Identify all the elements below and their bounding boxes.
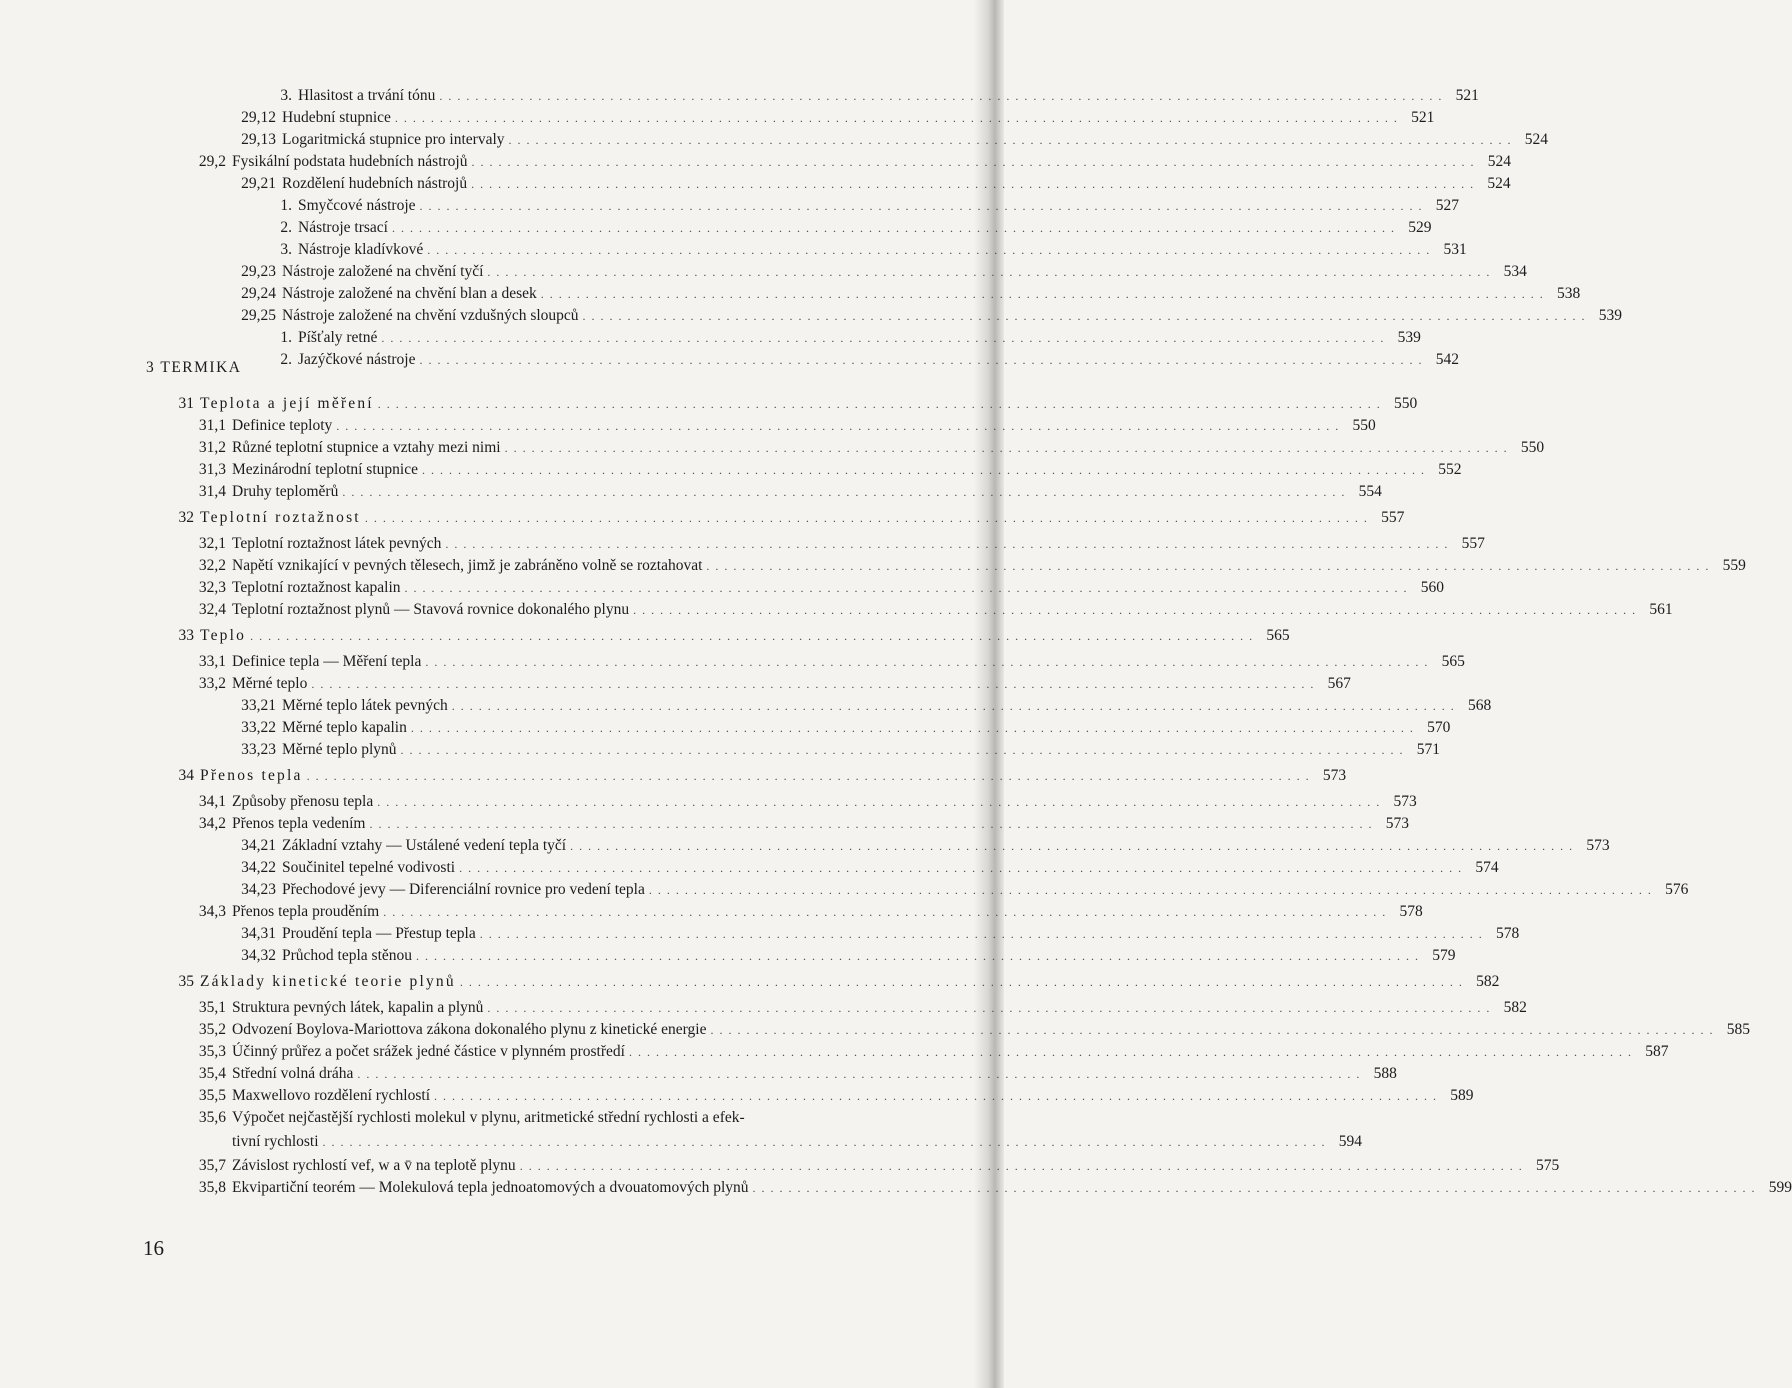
- toc-page-number: 574: [1475, 859, 1499, 876]
- toc-entry[interactable]: [226, 282, 1581, 306]
- toc-entry-number: 1.: [280, 197, 292, 214]
- toc-entry-continuation: [232, 1130, 1363, 1154]
- toc-entry-number: 35,6: [198, 1109, 226, 1126]
- toc-page-number: 554: [1358, 483, 1382, 500]
- toc-entry-title: Střední volná dráha: [232, 1065, 354, 1082]
- toc-chapter-entry[interactable]: [160, 506, 1405, 530]
- toc-entry[interactable]: [180, 1176, 1792, 1200]
- toc-entry-title: Základní vztahy — Ustálené vedení tepla tyčí: [282, 837, 567, 854]
- toc-page-number: 521: [1455, 87, 1479, 104]
- toc-entry-title: Druhy teploměrů: [232, 483, 339, 500]
- toc-entry[interactable]: [270, 84, 1479, 108]
- toc-entry-number: 29,23: [241, 263, 276, 280]
- dot-leader: . . . . . . . . . . . . . . . . . . . . . . . . . . . . . . . . . . . . . . . . . . . . . . . . . . . . . . . . . . . . . . . . . . . . . . . . . . . . . . . . . . . . . . . . . . . . . . . . . . . . . . . . . . . . . . . .: [451, 699, 1456, 713]
- dot-leader: . . . . . . . . . . . . . . . . . . . . . . . . . . . . . . . . . . . . . . . . . . . . . . . . . . . . . . . . . . . . . . . . . . . . . . . . . . . . . . . . . . . . . . . . . . . . . . . . . . . . . . . . . . . . . . . .: [582, 309, 1587, 323]
- toc-entry-title: Odvození Boylova-Mariottova zákona dokonalého plynu z kinetické energie: [232, 1021, 707, 1038]
- toc-entry-title: Napětí vznikající v pevných tělesech, jimž je zabráněno volně se roztahovat: [232, 557, 703, 574]
- toc-entry-title: Definice teploty: [232, 417, 333, 434]
- toc-page-number: 550: [1352, 417, 1376, 434]
- toc-entry-number: 31,1: [198, 417, 226, 434]
- toc-entry-number: 35,1: [198, 999, 226, 1016]
- toc-page-number: 561: [1649, 601, 1673, 618]
- toc-page-number: 573: [1385, 815, 1409, 832]
- toc-entry[interactable]: [270, 348, 1459, 372]
- toc-entry-title: Přenos tepla vedením: [232, 815, 366, 832]
- toc-entry-title: Teplo: [200, 627, 247, 644]
- toc-entry-title: Součinitel tepelné vodivosti: [282, 859, 456, 876]
- toc-page-number: 568: [1467, 697, 1492, 714]
- toc-page-number: 550: [1520, 439, 1545, 456]
- dot-leader: . . . . . . . . . . . . . . . . . . . . . . . . . . . . . . . . . . . . . . . . . . . . . . . . . . . . . . . . . . . . . . . . . . . . . . . . . . . . . . . . . . . . . . . . . . . . . . . . . . . . . . . . . . . . . . . .: [540, 287, 1545, 301]
- toc-entry-number: 33,21: [241, 697, 276, 714]
- toc-entry[interactable]: [226, 128, 1549, 152]
- toc-page-number: 578: [1399, 903, 1423, 920]
- toc-page-number: 599: [1768, 1179, 1792, 1196]
- dot-leader: . . . . . . . . . . . . . . . . . . . . . . . . . . . . . . . . . . . . . . . . . . . . . . . . . . . . . . . . . . . . . . . . . . . . . . . . . . . . . . . . . . . . . . . . . . . . . . . . . . . . . . . . . . . . . . . .: [628, 1045, 1633, 1059]
- toc-page-number: 594: [1338, 1133, 1363, 1150]
- toc-page-number: 552: [1438, 461, 1462, 478]
- toc-page-number: 578: [1495, 925, 1520, 942]
- toc-entry-number: 34,3: [198, 903, 226, 920]
- toc-entry-title: Maxwellovo rozdělení rychlostí: [232, 1087, 431, 1104]
- toc-entry[interactable]: [180, 790, 1417, 814]
- toc-entry[interactable]: [270, 326, 1421, 350]
- toc-entry[interactable]: [180, 480, 1382, 504]
- toc-page-number: 557: [1461, 535, 1485, 552]
- dot-leader: . . . . . . . . . . . . . . . . . . . . . . . . . . . . . . . . . . . . . . . . . . . . . . . . . . . . . . . . . . . . . . . . . . . . . . . . . . . . . . . . . . . . . . . . . . . . . . . . . . . . . . . . . . . . . . . .: [419, 199, 1424, 213]
- toc-page-number: 579: [1432, 947, 1456, 964]
- toc-entry-title: Rozdělení hudebních nástrojů: [282, 175, 468, 192]
- dot-leader: . . . . . . . . . . . . . . . . . . . . . . . . . . . . . . . . . . . . . . . . . . . . . . . . . . . . . . . . . . . . . . . . . . . . . . . . . . . . . . . . . . . . . . . . . . . . . . . . . . . . . . . . . . . . . . . .: [250, 629, 1254, 643]
- dot-leader: . . . . . . . . . . . . . . . . . . . . . . . . . . . . . . . . . . . . . . . . . . . . . . . . . . . . . . . . . . . . . . . . . . . . . . . . . . . . . . . . . . . . . . . . . . . . . . . . . . . . . . . . . . . . . . . .: [427, 243, 1431, 257]
- toc-entry-number: 29,25: [241, 307, 276, 324]
- toc-entry-title: Smyčcové nástroje: [298, 197, 416, 214]
- toc-entry[interactable]: [180, 554, 1746, 578]
- dot-leader: . . . . . . . . . . . . . . . . . . . . . . . . . . . . . . . . . . . . . . . . . . . . . . . . . . . . . . . . . . . . . . . . . . . . . . . . . . . . . . . . . . . . . . . . . . . . . . . . . . . . . . . . . . . . . . . .: [519, 1159, 1524, 1173]
- toc-entry[interactable]: [226, 172, 1511, 196]
- dot-leader: . . . . . . . . . . . . . . . . . . . . . . . . . . . . . . . . . . . . . . . . . . . . . . . . . . . . . . . . . . . . . . . . . . . . . . . . . . . . . . . . . . . . . . . . . . . . . . . . . . . . . . . . . . . . . . . .: [508, 133, 1513, 147]
- toc-page-number: 589: [1450, 1087, 1474, 1104]
- dot-leader: . . . . . . . . . . . . . . . . . . . . . . . . . . . . . . . . . . . . . . . . . . . . . . . . . . . . . . . . . . . . . . . . . . . . . . . . . . . . . . . . . . . . . . . . . . . . . . . . . . . . . . . . . . . . . . . .: [710, 1023, 1714, 1037]
- toc-entry-title: Nástroje trsací: [298, 219, 388, 236]
- toc-entry-number: 31,4: [198, 483, 226, 500]
- toc-page-number: 521: [1411, 109, 1435, 126]
- dot-leader: . . . . . . . . . . . . . . . . . . . . . . . . . . . . . . . . . . . . . . . . . . . . . . . . . . . . . . . . . . . . . . . . . . . . . . . . . . . . . . . . . . . . . . . . . . . . . . . . . . . . . . . . . . . . . . . .: [471, 155, 1475, 169]
- toc-entry-number: 33,1: [198, 653, 226, 670]
- dot-leader: . . . . . . . . . . . . . . . . . . . . . . . . . . . . . . . . . . . . . . . . . . . . . . . . . . . . . . . . . . . . . . . . . . . . . . . . . . . . . . . . . . . . . . . . . . . . . . . . . . . . . . . . . . . . . . . .: [459, 861, 1463, 875]
- toc-page-number: 573: [1322, 767, 1347, 784]
- toc-page-number: 567: [1327, 675, 1351, 692]
- toc-entry[interactable]: [180, 996, 1527, 1020]
- toc-page-number: 587: [1645, 1043, 1669, 1060]
- toc-page-number: 565: [1441, 653, 1465, 670]
- dot-leader: . . . . . . . . . . . . . . . . . . . . . . . . . . . . . . . . . . . . . . . . . . . . . . . . . . . . . . . . . . . . . . . . . . . . . . . . . . . . . . . . . . . . . . . . . . . . . . . . . . . . . . . . . . . . . . . .: [487, 265, 1491, 279]
- toc-entry-title: Teplotní roztažnost kapalin: [232, 579, 401, 596]
- dot-leader: . . . . . . . . . . . . . . . . . . . . . . . . . . . . . . . . . . . . . . . . . . . . . . . . . . . . . . . . . . . . . . . . . . . . . . . . . . . . . . . . . . . . . . . . . . . . . . . . . . . . . . . . . . . . . . . .: [404, 581, 1409, 595]
- toc-entry-number: 35: [178, 973, 194, 990]
- toc-entry-title: Teplotní roztažnost látek pevných: [232, 535, 442, 552]
- toc-entry[interactable]: [226, 878, 1689, 902]
- dot-leader: . . . . . . . . . . . . . . . . . . . . . . . . . . . . . . . . . . . . . . . . . . . . . . . . . . . . . . . . . . . . . . . . . . . . . . . . . . . . . . . . . . . . . . . . . . . . . . . . . . . . . . . . . . . . . . . .: [394, 111, 1399, 125]
- toc-entry-number: 34,22: [241, 859, 276, 876]
- toc-entry-title: Různé teplotní stupnice a vztahy mezi nimi: [232, 439, 501, 456]
- toc-page-number: 559: [1722, 557, 1746, 574]
- toc-entry-title: Měrné teplo: [232, 675, 308, 692]
- toc-entry[interactable]: [180, 1040, 1669, 1064]
- dot-leader: . . . . . . . . . . . . . . . . . . . . . . . . . . . . . . . . . . . . . . . . . . . . . . . . . . . . . . . . . . . . . . . . . . . . . . . . . . . . . . . . . . . . . . . . . . . . . . . . . . . . . . . . . . . . . . . .: [425, 655, 1429, 669]
- toc-entry-number: 33,2: [198, 675, 226, 692]
- toc-entry[interactable]: [226, 738, 1441, 762]
- toc-entry-title: Fysikální podstata hudebních nástrojů: [232, 153, 468, 170]
- toc-entry-number: 3.: [280, 87, 292, 104]
- toc-entry[interactable]: [226, 856, 1499, 880]
- dot-leader: . . . . . . . . . . . . . . . . . . . . . . . . . . . . . . . . . . . . . . . . . . . . . . . . . . . . . . . . . . . . . . . . . . . . . . . . . . . . . . . . . . . . . . . . . . . . . . . . . . . . . . . . . . . . . . . .: [322, 1135, 1327, 1149]
- toc-page-number: 550: [1394, 395, 1418, 412]
- toc-entry-number: 32,2: [198, 557, 226, 574]
- toc-entry-title: Nástroje založené na chvění blan a desek: [282, 285, 537, 302]
- toc-entry-number: 33,22: [241, 719, 276, 736]
- dot-leader: . . . . . . . . . . . . . . . . . . . . . . . . . . . . . . . . . . . . . . . . . . . . . . . . . . . . . . . . . . . . . . . . . . . . . . . . . . . . . . . . . . . . . . . . . . . . . . . . . . . . . . . . . . . . . . . .: [377, 397, 1382, 411]
- toc-chapter-entry[interactable]: [160, 392, 1418, 416]
- toc-entry[interactable]: [226, 106, 1435, 130]
- toc-entry[interactable]: [226, 260, 1527, 284]
- toc-entry-number: 35,5: [198, 1087, 226, 1104]
- toc-entry-number: 31: [178, 395, 194, 412]
- toc-entry[interactable]: [180, 1154, 1560, 1178]
- toc-entry-number: 34,21: [241, 837, 276, 854]
- dot-leader: . . . . . . . . . . . . . . . . . . . . . . . . . . . . . . . . . . . . . . . . . . . . . . . . . . . . . . . . . . . . . . . . . . . . . . . . . . . . . . . . . . . . . . . . . . . . . . . . . . . . . . . . . . . . . . . .: [487, 1001, 1491, 1015]
- dot-leader: . . . . . . . . . . . . . . . . . . . . . . . . . . . . . . . . . . . . . . . . . . . . . . . . . . . . . . . . . . . . . . . . . . . . . . . . . . . . . . . . . . . . . . . . . . . . . . . . . . . . . . . . . . . . . . . .: [410, 721, 1415, 735]
- toc-entry-number: 3.: [280, 241, 292, 258]
- toc-page-number: 524: [1487, 175, 1511, 192]
- toc-chapter-entry[interactable]: [160, 764, 1347, 788]
- dot-leader: . . . . . . . . . . . . . . . . . . . . . . . . . . . . . . . . . . . . . . . . . . . . . . . . . . . . . . . . . . . . . . . . . . . . . . . . . . . . . . . . . . . . . . . . . . . . . . . . . . . . . . . . . . . . . . . .: [311, 677, 1315, 691]
- toc-entry-number: 34: [178, 767, 194, 784]
- toc-entry-title: Píšťaly retné: [298, 329, 378, 346]
- toc-page-number: 557: [1381, 509, 1405, 526]
- toc-entry[interactable]: [180, 1062, 1397, 1086]
- dot-leader: . . . . . . . . . . . . . . . . . . . . . . . . . . . . . . . . . . . . . . . . . . . . . . . . . . . . . . . . . . . . . . . . . . . . . . . . . . . . . . . . . . . . . . . . . . . . . . . . . . . . . . . . . . . . . . . .: [381, 331, 1385, 345]
- toc-page-number: 575: [1535, 1157, 1560, 1174]
- toc-entry-title: Měrné teplo látek pevných: [282, 697, 448, 714]
- toc-page-number: 539: [1598, 307, 1623, 324]
- dot-leader: . . . . . . . . . . . . . . . . . . . . . . . . . . . . . . . . . . . . . . . . . . . . . . . . . . . . . . . . . . . . . . . . . . . . . . . . . . . . . . . . . . . . . . . . . . . . . . . . . . . . . . . . . . . . . . . .: [383, 905, 1387, 919]
- dot-leader: . . . . . . . . . . . . . . . . . . . . . . . . . . . . . . . . . . . . . . . . . . . . . . . . . . . . . . . . . . . . . . . . . . . . . . . . . . . . . . . . . . . . . . . . . . . . . . . . . . . . . . . . . . . . . . . .: [377, 795, 1381, 809]
- toc-entry-number: 35,2: [198, 1021, 226, 1038]
- toc-entry-number: 29,24: [241, 285, 276, 302]
- toc-entry[interactable]: [180, 150, 1511, 174]
- toc-entry[interactable]: [180, 598, 1673, 622]
- part-heading: 3 TERMIKA: [146, 359, 242, 376]
- dot-leader: . . . . . . . . . . . . . . . . . . . . . . . . . . . . . . . . . . . . . . . . . . . . . . . . . . . . . . . . . . . . . . . . . . . . . . . . . . . . . . . . . . . . . . . . . . . . . . . . . . . . . . . . . . . . . . . .: [391, 221, 1396, 235]
- toc-entry-number: 35,4: [198, 1065, 226, 1082]
- dot-leader: . . . . . . . . . . . . . . . . . . . . . . . . . . . . . . . . . . . . . . . . . . . . . . . . . . . . . . . . . . . . . . . . . . . . . . . . . . . . . . . . . . . . . . . . . . . . . . . . . . . . . . . . . . . . . . . .: [752, 1181, 1757, 1195]
- toc-entry-title: Teplotní roztažnost: [200, 509, 361, 526]
- toc-entry-title: Přenos tepla: [200, 767, 303, 784]
- toc-entry[interactable]: [270, 238, 1467, 262]
- toc-entry-number: 31,2: [198, 439, 226, 456]
- toc-entry-number: 34,23: [241, 881, 276, 898]
- toc-entry-title: Přenos tepla prouděním: [232, 903, 380, 920]
- toc-entry[interactable]: [226, 834, 1610, 858]
- toc-entry-title: Měrné teplo kapalin: [282, 719, 407, 736]
- toc-entry-number: 35,8: [198, 1179, 226, 1196]
- toc-entry-title: Nástroje kladívkové: [298, 241, 424, 258]
- dot-leader: . . . . . . . . . . . . . . . . . . . . . . . . . . . . . . . . . . . . . . . . . . . . . . . . . . . . . . . . . . . . . . . . . . . . . . . . . . . . . . . . . . . . . . . . . . . . . . . . . . . . . . . . . . . . . . . .: [357, 1067, 1361, 1081]
- toc-chapter-entry[interactable]: [160, 970, 1500, 994]
- toc-page-number: 573: [1586, 837, 1610, 854]
- dot-leader: . . . . . . . . . . . . . . . . . . . . . . . . . . . . . . . . . . . . . . . . . . . . . . . . . . . . . . . . . . . . . . . . . . . . . . . . . . . . . . . . . . . . . . . . . . . . . . . . . . . . . . . . . . . . . . . .: [504, 441, 1509, 455]
- dot-leader: . . . . . . . . . . . . . . . . . . . . . . . . . . . . . . . . . . . . . . . . . . . . . . . . . . . . . . . . . . . . . . . . . . . . . . . . . . . . . . . . . . . . . . . . . . . . . . . . . . . . . . . . . . . . . . . .: [369, 817, 1373, 831]
- toc-entry[interactable]: [180, 650, 1465, 674]
- toc-entry-title: Nástroje založené na chvění vzdušných sloupců: [282, 307, 579, 324]
- toc-entry-title: Ekvipartiční teorém — Molekulová tepla jednoatomových a dvouatomových plynů: [232, 1179, 749, 1196]
- toc-entry[interactable]: [180, 1106, 892, 1130]
- toc-entry[interactable]: [180, 576, 1445, 600]
- toc-chapter-entry[interactable]: [160, 624, 1290, 648]
- toc-page-number: 539: [1397, 329, 1421, 346]
- toc-entry-title: tivní rychlosti: [232, 1133, 319, 1150]
- toc-entry[interactable]: [226, 944, 1456, 968]
- toc-entry-number: 29,13: [241, 131, 276, 148]
- toc-page-number: 529: [1408, 219, 1432, 236]
- dot-leader: . . . . . . . . . . . . . . . . . . . . . . . . . . . . . . . . . . . . . . . . . . . . . . . . . . . . . . . . . . . . . . . . . . . . . . . . . . . . . . . . . . . . . . . . . . . . . . . . . . . . . . . . . . . . . . . .: [648, 883, 1653, 897]
- toc-entry-number: 32: [178, 509, 194, 526]
- toc-entry-title: Základy kinetické teorie plynů: [200, 973, 456, 990]
- dot-leader: . . . . . . . . . . . . . . . . . . . . . . . . . . . . . . . . . . . . . . . . . . . . . . . . . . . . . . . . . . . . . . . . . . . . . . . . . . . . . . . . . . . . . . . . . . . . . . . . . . . . . . . . . . . . . . . .: [479, 927, 1484, 941]
- toc-entry[interactable]: [180, 900, 1423, 924]
- dot-leader: . . . . . . . . . . . . . . . . . . . . . . . . . . . . . . . . . . . . . . . . . . . . . . . . . . . . . . . . . . . . . . . . . . . . . . . . . . . . . . . . . . . . . . . . . . . . . . . . . . . . . . . . . . . . . . . .: [570, 839, 1574, 853]
- toc-entry-number: 29,12: [241, 109, 276, 126]
- dot-leader: . . . . . . . . . . . . . . . . . . . . . . . . . . . . . . . . . . . . . . . . . . . . . . . . . . . . . . . . . . . . . . . . . . . . . . . . . . . . . . . . . . . . . . . . . . . . . . . . . . . . . . . . . . . . . . . .: [706, 559, 1710, 573]
- toc-page-number: 582: [1503, 999, 1527, 1016]
- toc-entry-title: Průchod tepla stěnou: [282, 947, 413, 964]
- dot-leader: . . . . . . . . . . . . . . . . . . . . . . . . . . . . . . . . . . . . . . . . . . . . . . . . . . . . . . . . . . . . . . . . . . . . . . . . . . . . . . . . . . . . . . . . . . . . . . . . . . . . . . . . . . . . . . . .: [306, 769, 1311, 783]
- toc-entry-title: Teplota a její měření: [200, 395, 374, 412]
- toc-entry-title: Měrné teplo plynů: [282, 741, 397, 758]
- toc-page-number: 565: [1266, 627, 1290, 644]
- toc-entry[interactable]: [270, 194, 1460, 218]
- toc-entry[interactable]: [180, 414, 1376, 438]
- toc-entry-number: 34,1: [198, 793, 226, 810]
- dot-leader: . . . . . . . . . . . . . . . . . . . . . . . . . . . . . . . . . . . . . . . . . . . . . . . . . . . . . . . . . . . . . . . . . . . . . . . . . . . . . . . . . . . . . . . . . . . . . . . . . . . . . . . . . . . . . . . .: [419, 353, 1423, 367]
- toc-entry-title: Jazýčkové nástroje: [298, 351, 416, 368]
- toc-entry-number: 34,2: [198, 815, 226, 832]
- toc-entry-number: 33: [178, 627, 194, 644]
- toc-entry[interactable]: [226, 922, 1520, 946]
- toc-entry-title: Nástroje založené na chvění tyčí: [282, 263, 484, 280]
- toc-entry-number: 32,1: [198, 535, 226, 552]
- toc-page-number: 571: [1416, 741, 1441, 758]
- dot-leader: . . . . . . . . . . . . . . . . . . . . . . . . . . . . . . . . . . . . . . . . . . . . . . . . . . . . . . . . . . . . . . . . . . . . . . . . . . . . . . . . . . . . . . . . . . . . . . . . . . . . . . . . . . . . . . . .: [439, 89, 1443, 103]
- toc-entry-title: Hudební stupnice: [282, 109, 391, 126]
- toc-entry[interactable]: [226, 716, 1451, 740]
- toc-page-number: 582: [1476, 973, 1500, 990]
- toc-entry-number: 2.: [280, 351, 292, 368]
- toc-entry-number: 29,21: [241, 175, 276, 192]
- toc-page-number: 538: [1557, 285, 1581, 302]
- toc-entry-title: Teplotní roztažnost plynů — Stavová rovnice dokonalého plynu: [232, 601, 630, 618]
- toc-entry-title: Logaritmická stupnice pro intervaly: [282, 131, 505, 148]
- toc-page-number: 560: [1420, 579, 1445, 596]
- toc-page-number: 573: [1393, 793, 1417, 810]
- dot-leader: . . . . . . . . . . . . . . . . . . . . . . . . . . . . . . . . . . . . . . . . . . . . . . . . . . . . . . . . . . . . . . . . . . . . . . . . . . . . . . . . . . . . . . . . . . . . . . . . . . . . . . . . . . . . . . . .: [471, 177, 1475, 191]
- toc-entry-number: 2.: [280, 219, 292, 236]
- toc-page-number: 576: [1665, 881, 1689, 898]
- toc-entry[interactable]: [270, 216, 1432, 240]
- toc-entry-number: 34,32: [241, 947, 276, 964]
- toc-entry-number: 29,2: [198, 153, 226, 170]
- toc-entry-title: Způsoby přenosu tepla: [232, 793, 374, 810]
- toc-page-number: 524: [1524, 131, 1549, 148]
- toc-page-number: 534: [1503, 263, 1527, 280]
- toc-entry-number: 35,3: [198, 1043, 226, 1060]
- dot-leader: . . . . . . . . . . . . . . . . . . . . . . . . . . . . . . . . . . . . . . . . . . . . . . . . . . . . . . . . . . . . . . . . . . . . . . . . . . . . . . . . . . . . . . . . . . . . . . . . . . . . . . . . . . . . . . . .: [434, 1089, 1438, 1103]
- toc-entry-title: Definice tepla — Měření tepla: [232, 653, 422, 670]
- toc-entry-number: 32,4: [198, 601, 226, 618]
- toc-page-number: 527: [1435, 197, 1460, 214]
- toc-entry[interactable]: [180, 532, 1485, 556]
- toc-entry-number: 34,31: [241, 925, 276, 942]
- toc-entry[interactable]: [180, 1084, 1474, 1108]
- toc-entry-number: 32,3: [198, 579, 226, 596]
- toc-entry-title: Závislost rychlostí vef, w a v̄ na teplotě plynu: [232, 1157, 516, 1174]
- toc-entry-number: 35,7: [198, 1157, 226, 1174]
- dot-leader: . . . . . . . . . . . . . . . . . . . . . . . . . . . . . . . . . . . . . . . . . . . . . . . . . . . . . . . . . . . . . . . . . . . . . . . . . . . . . . . . . . . . . . . . . . . . . . . . . . . . . . . . . . . . . . . .: [421, 463, 1426, 477]
- toc-page-number: 542: [1435, 351, 1459, 368]
- page-number: 16: [143, 1236, 164, 1260]
- dot-leader: . . . . . . . . . . . . . . . . . . . . . . . . . . . . . . . . . . . . . . . . . . . . . . . . . . . . . . . . . . . . . . . . . . . . . . . . . . . . . . . . . . . . . . . . . . . . . . . . . . . . . . . . . . . . . . . .: [400, 743, 1405, 757]
- toc-page-number: 531: [1443, 241, 1467, 258]
- toc-page-number: 570: [1427, 719, 1451, 736]
- dot-leader: . . . . . . . . . . . . . . . . . . . . . . . . . . . . . . . . . . . . . . . . . . . . . . . . . . . . . . . . . . . . . . . . . . . . . . . . . . . . . . . . . . . . . . . . . . . . . . . . . . . . . . . . . . . . . . . .: [336, 419, 1340, 433]
- toc-entry-number: 33,23: [241, 741, 276, 758]
- toc-entry-title: Účinný průřez a počet srážek jedné částice v plynném prostředí: [232, 1043, 625, 1060]
- dot-leader: . . . . . . . . . . . . . . . . . . . . . . . . . . . . . . . . . . . . . . . . . . . . . . . . . . . . . . . . . . . . . . . . . . . . . . . . . . . . . . . . . . . . . . . . . . . . . . . . . . . . . . . . . . . . . . . .: [633, 603, 1637, 617]
- toc-entry-number: 31,3: [198, 461, 226, 478]
- toc-entry[interactable]: [180, 1018, 1750, 1042]
- dot-leader: . . . . . . . . . . . . . . . . . . . . . . . . . . . . . . . . . . . . . . . . . . . . . . . . . . . . . . . . . . . . . . . . . . . . . . . . . . . . . . . . . . . . . . . . . . . . . . . . . . . . . . . . . . . . . . . .: [459, 975, 1464, 989]
- toc-page-number: 524: [1487, 153, 1511, 170]
- toc-entry[interactable]: [180, 812, 1409, 836]
- toc-entry-number: 1.: [280, 329, 292, 346]
- toc-page-number: 588: [1373, 1065, 1397, 1082]
- toc-entry-title: Proudění tepla — Přestup tepla: [282, 925, 476, 942]
- toc-entry[interactable]: [226, 694, 1492, 718]
- toc-entry-title: Přechodové jevy — Diferenciální rovnice pro vedení tepla: [282, 881, 645, 898]
- toc-entry[interactable]: [180, 458, 1462, 482]
- toc-entry-title: Hlasitost a trvání tónu: [298, 87, 436, 104]
- dot-leader: . . . . . . . . . . . . . . . . . . . . . . . . . . . . . . . . . . . . . . . . . . . . . . . . . . . . . . . . . . . . . . . . . . . . . . . . . . . . . . . . . . . . . . . . . . . . . . . . . . . . . . . . . . . . . . . .: [445, 537, 1449, 551]
- toc-entry[interactable]: [226, 304, 1623, 328]
- toc-entry-title: Výpočet nejčastější rychlosti molekul v plynu, aritmetické střední rychlosti a efek-: [232, 1109, 745, 1126]
- toc-page-number: 585: [1726, 1021, 1750, 1038]
- toc-entry[interactable]: [180, 672, 1351, 696]
- dot-leader: . . . . . . . . . . . . . . . . . . . . . . . . . . . . . . . . . . . . . . . . . . . . . . . . . . . . . . . . . . . . . . . . . . . . . . . . . . . . . . . . . . . . . . . . . . . . . . . . . . . . . . . . . . . . . . . .: [364, 511, 1369, 525]
- dot-leader: . . . . . . . . . . . . . . . . . . . . . . . . . . . . . . . . . . . . . . . . . . . . . . . . . . . . . . . . . . . . . . . . . . . . . . . . . . . . . . . . . . . . . . . . . . . . . . . . . . . . . . . . . . . . . . . .: [342, 485, 1346, 499]
- dot-leader: . . . . . . . . . . . . . . . . . . . . . . . . . . . . . . . . . . . . . . . . . . . . . . . . . . . . . . . . . . . . . . . . . . . . . . . . . . . . . . . . . . . . . . . . . . . . . . . . . . . . . . . . . . . . . . . .: [416, 949, 1420, 963]
- toc-entry[interactable]: [180, 436, 1545, 460]
- toc-entry-title: Struktura pevných látek, kapalin a plynů: [232, 999, 484, 1016]
- toc-entry-title: Mezinárodní teplotní stupnice: [232, 461, 418, 478]
